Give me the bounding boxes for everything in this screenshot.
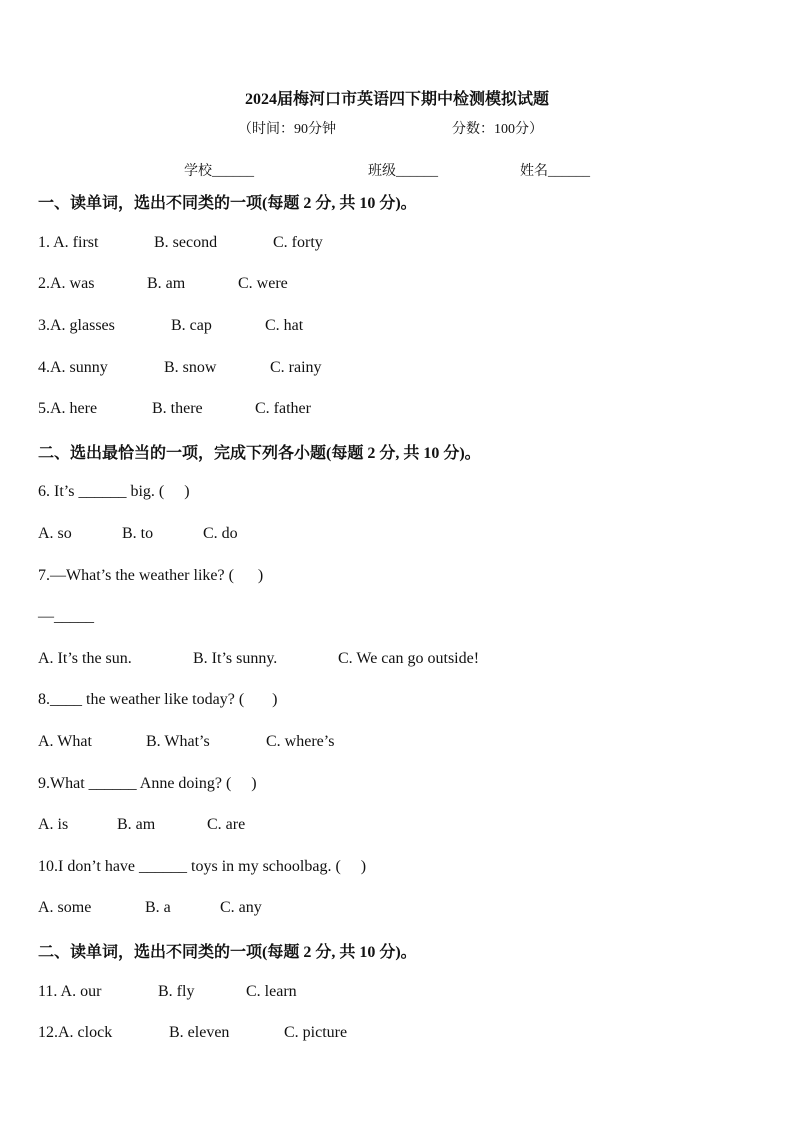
q2-option-c: C. were [238, 275, 288, 292]
q3-option-b: B. cap [171, 317, 212, 334]
q12-option-a: 12.A. clock [38, 1024, 113, 1041]
q6-option-c: C. do [203, 525, 238, 542]
q8-stem: 8.____ the weather like today? ( ) [38, 691, 278, 708]
q11-option-c: C. learn [246, 983, 297, 1000]
q1-option-b: B. second [154, 234, 218, 251]
q4-option-c: C. rainy [270, 359, 322, 376]
q10-stem: 10.I don’t have ______ toys in my schoolbag. ( ) [38, 858, 367, 875]
q10-option-a: A. some [38, 899, 92, 916]
q12-option-c: C. picture [284, 1024, 348, 1041]
q3-option-a: 3.A. glasses [38, 317, 115, 334]
q9-option-c: C. are [207, 816, 246, 833]
q7-answer-line: —_____ [38, 608, 94, 625]
q8-option-c: C. where’s [266, 733, 335, 750]
name-field-label: 姓名______ [520, 164, 590, 179]
q8-option-a: A. What [38, 733, 92, 750]
q6-stem: 6. It’s ______ big. ( ) [38, 483, 190, 500]
q4-option-b: B. snow [164, 359, 217, 376]
q9-option-a: A. is [38, 816, 69, 833]
q5-option-a: 5.A. here [38, 400, 98, 417]
q1-option-c: C. forty [273, 234, 323, 251]
q7-option-a: A. It’s the sun. [38, 650, 132, 667]
q7-option-b: B. It’s sunny. [193, 650, 278, 667]
q2-option-b: B. am [147, 275, 186, 292]
section-title-1: 一、读单词，选出不同类的一项(每题 2 分, 共 10 分)。 [38, 195, 417, 212]
q4-option-a: 4.A. sunny [38, 359, 108, 376]
exam-time: （时间：90分钟 [238, 122, 336, 137]
q2-option-a: 2.A. was [38, 275, 95, 292]
q8-option-b: B. What’s [146, 733, 210, 750]
q6-option-a: A. so [38, 525, 72, 542]
q9-option-b: B. am [117, 816, 156, 833]
q1-option-a: 1. A. first [38, 234, 99, 251]
q6-option-b: B. to [122, 525, 154, 542]
q12-option-b: B. eleven [169, 1024, 230, 1041]
q10-option-b: B. a [145, 899, 171, 916]
q11-option-b: B. fly [158, 983, 195, 1000]
class-field-label: 班级______ [368, 164, 438, 179]
section-title-2: 二、选出最恰当的一项，完成下列各小题(每题 2 分, 共 10 分)。 [38, 445, 481, 462]
section-title-3: 二、读单词，选出不同类的一项(每题 2 分, 共 10 分)。 [38, 944, 417, 961]
school-field-label: 学校______ [184, 164, 254, 179]
q10-option-c: C. any [220, 899, 262, 916]
q5-option-b: B. there [152, 400, 203, 417]
exam-score: 分数：100分） [452, 122, 543, 137]
q7-stem: 7.—What’s the weather like? ( ) [38, 567, 264, 584]
page-title: 2024届梅河口市英语四下期中检测模拟试题 [244, 91, 549, 108]
q3-option-c: C. hat [265, 317, 304, 334]
q7-option-c: C. We can go outside! [338, 650, 480, 667]
q11-option-a: 11. A. our [38, 983, 102, 1000]
q9-stem: 9.What ______ Anne doing? ( ) [38, 775, 257, 792]
q5-option-c: C. father [255, 400, 311, 417]
